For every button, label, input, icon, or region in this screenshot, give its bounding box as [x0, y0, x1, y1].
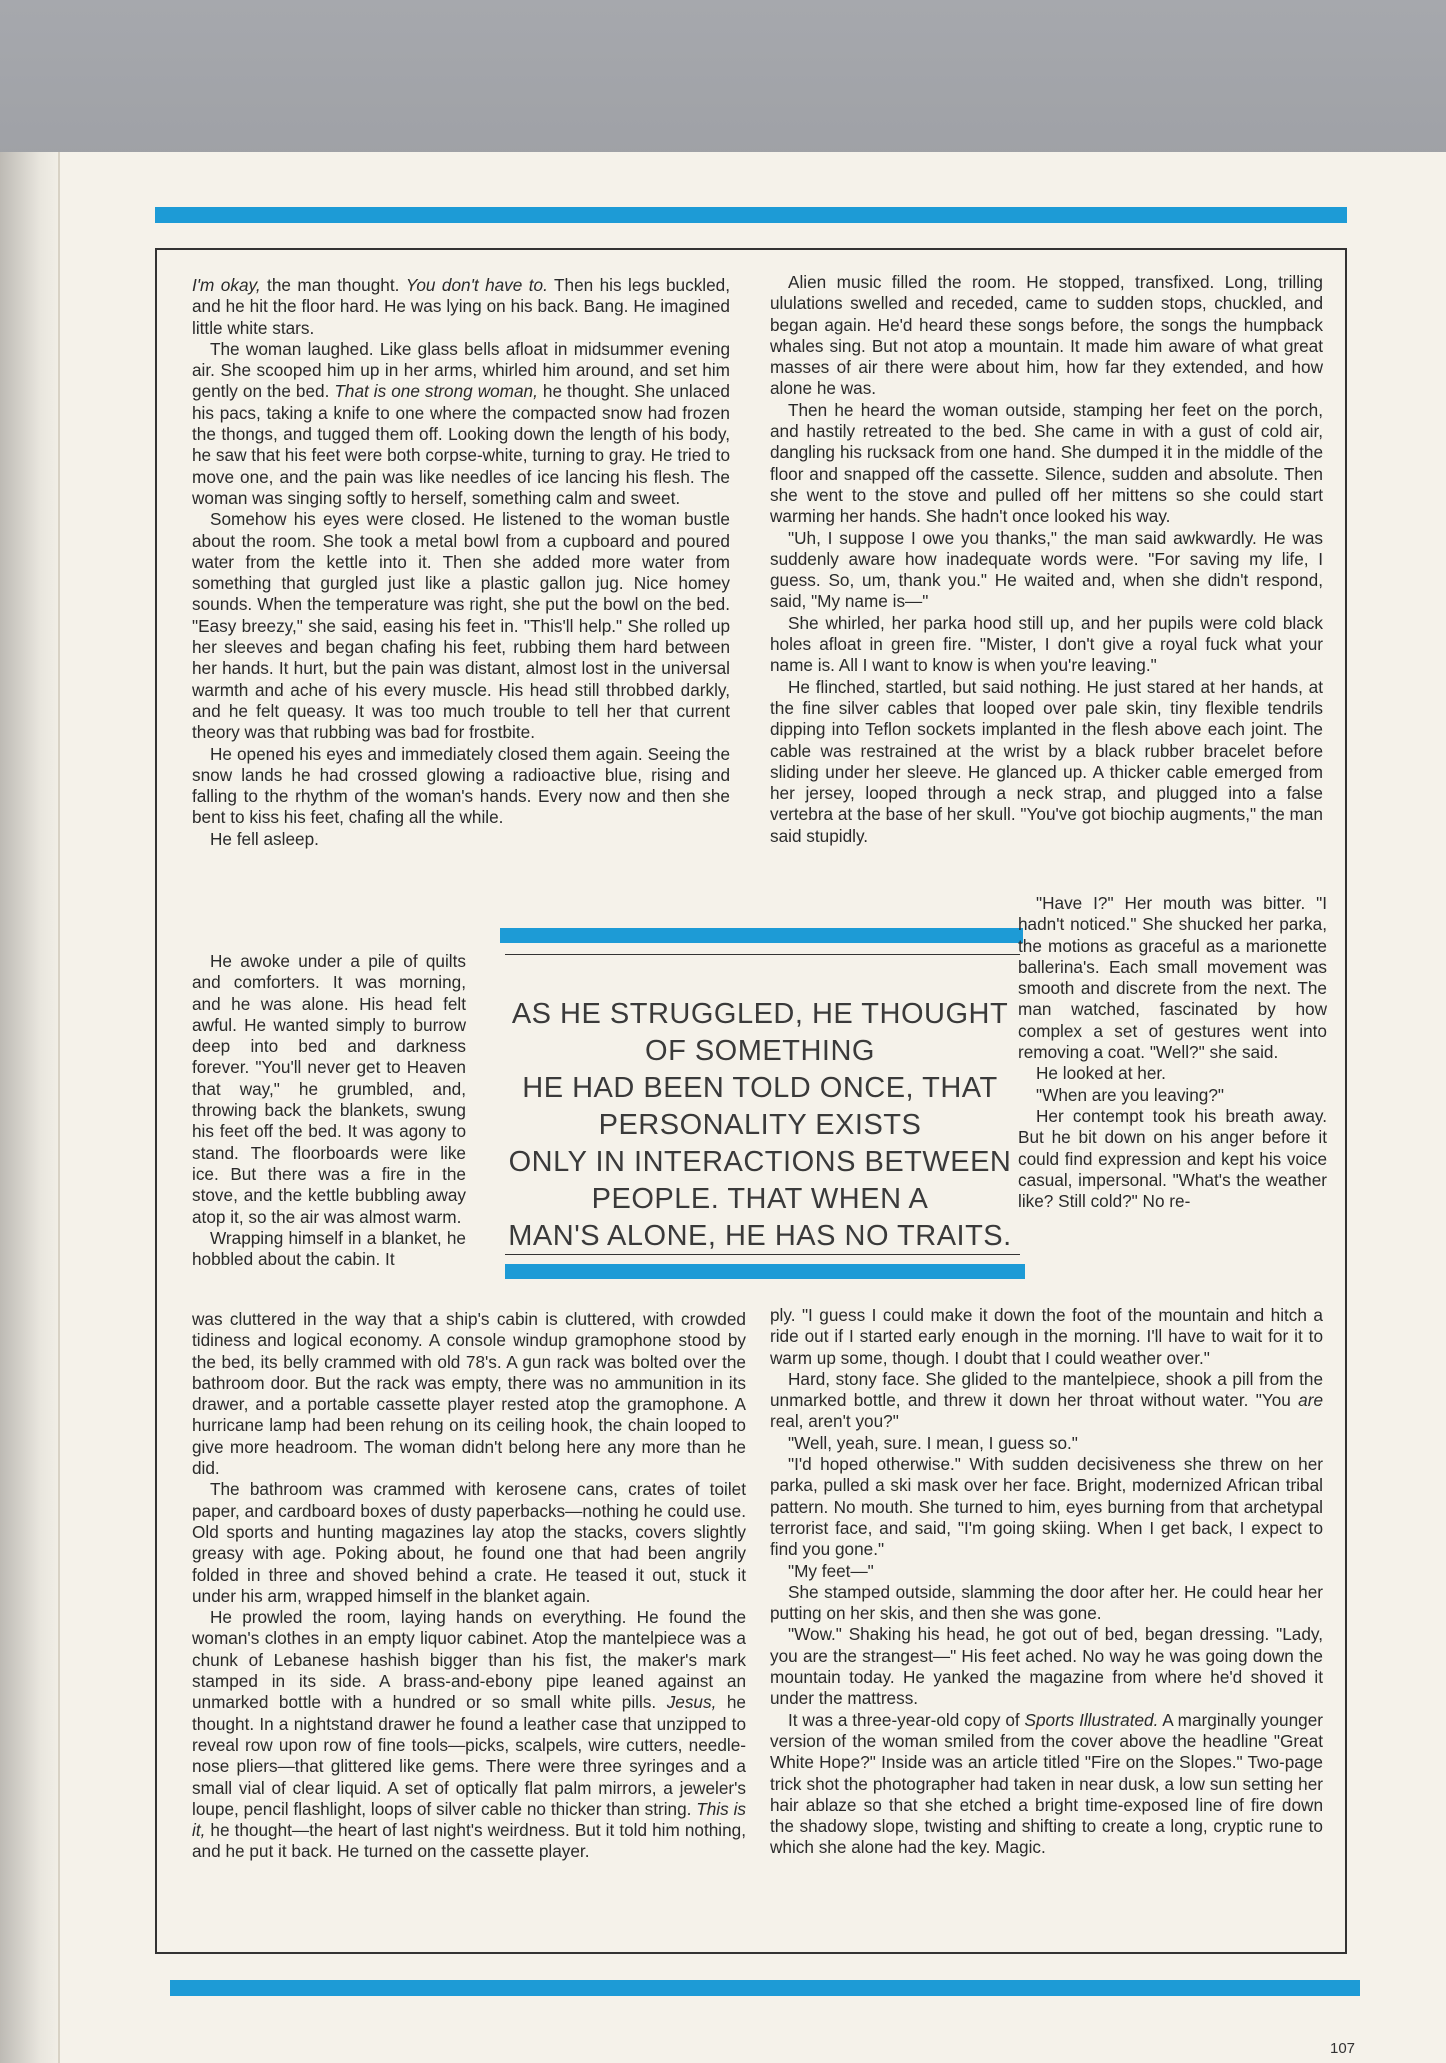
pull-quote-line: MAN'S ALONE, HE HAS NO TRAITS.	[508, 1220, 1012, 1252]
paragraph: "Have I?" Her mouth was bitter. "I hadn't noticed." She shucked her parka, the motions as graceful as a marionette ballerina's. Each small movement was smooth and discrete from the next. The man watched, fascinated by how complex a set of gestures went into removing a coat. "Well?" she said.	[1018, 893, 1327, 1063]
page-number: 107	[1330, 2040, 1356, 2057]
left-narrow-column	[192, 951, 466, 1270]
pull-quote-line: AS HE STRUGGLED, HE THOUGHT	[511, 998, 1009, 1030]
paragraph: He opened his eyes and immediately closed them again. Seeing the snow lands he had crossed glowing a radioactive blue, rising and falling to the rhythm of the woman's hands. Every now and then she bent to kiss his feet, chafing all the while.	[192, 743, 730, 828]
pull-quote-top-rule	[505, 954, 1020, 955]
paragraph: Somehow his eyes were closed. He listened to the woman bustle about the room. She took a metal bowl from a cupboard and poured water from the kettle into it. Then she added more water from something that gurgled just like a plastic gallon jug. Nice homey sounds. When the temperature was right, she put the bowl on the bed. "Easy breezy," she said, easing his feet in. "This'll help." She rolled up her sleeves and began chafing his feet, rubbing them hard between her hands. It hurt, but the pain was distant, almost lost in the universal warmth and ache of his every muscle. His head still throbbed darkly, and he felt queasy. It was too much trouble to tell her that current theory was that rubbing was bad for frostbite.	[192, 509, 730, 743]
paragraph: The woman laughed. Like glass bells afloat in midsummer evening air. She scooped him up in her arms, whirled him around, and set him gently on the bed. That is one strong woman, he thought. She unlaced his pacs, taking a knife to one where the compacted snow had frozen the thongs, and tugged them off. Looking down the length of his body, he saw that his feet were both corpse-white, turning to gray. He tried to move one, and the pain was like needles of ice lancing his flesh. The woman was singing softly to herself, something calm and sweet.	[192, 338, 730, 508]
paragraph: "Uh, I suppose I owe you thanks," the man said awkwardly. He was suddenly aware how inadequate words were. "For saving my life, I guess. So, um, thank you." He waited and, when she didn't respond, said, "My name is—"	[770, 527, 1323, 612]
paragraph: He fell asleep.	[210, 828, 319, 849]
top-accent-bar	[155, 207, 1347, 223]
page-gutter-edge	[0, 152, 58, 2063]
right-column-top	[770, 272, 1323, 847]
bottom-accent-bar	[170, 1980, 1360, 1996]
pull-quote-line: PERSONALITY EXISTS	[598, 1109, 922, 1141]
right-narrow-column	[1018, 893, 1327, 1212]
pull-quote-line: HE HAD BEEN TOLD ONCE, THAT	[522, 1072, 998, 1104]
pull-quote-line: OF SOMETHING	[645, 1035, 875, 1067]
paragraph: I'm okay, the man thought. You don't have to. Then his legs buckled, and he hit the floor hard. He was lying on his back. Bang. He imagined little white stars.	[192, 275, 731, 338]
pull-quote-line: ONLY IN INTERACTIONS BETWEEN	[508, 1146, 1012, 1178]
paragraph: "My feet—"	[788, 1560, 874, 1581]
pull-quote-bottom-bar	[505, 1264, 1025, 1279]
paragraph: was cluttered in the way that a ship's cabin is cluttered, with crowded tidiness and logical economy. A console windup gramophone stood by the bed, its belly crammed with old 78's. A gun rack was bolted over the bathroom door. But the rack was empty, there was no ammunition in its drawer, and a portable cassette player rested atop the gramophone. A hurricane lamp had been rehung on its ceiling hook, the chain looped to give more headroom. The woman didn't belong here any more than he did.	[192, 1309, 746, 1479]
paragraph: He flinched, startled, but said nothing. He just stared at her hands, at the fine silver cables that looped over pale skin, tiny flexible tendrils dipping into Teflon sockets implanted in the flesh above each joint. The cable was restrained at the wrist by a black rubber bracelet before sliding under her sleeve. He glanced up. A thicker cable emerged from her jersey, looped through a neck strap, and plugged into a false vertebra at the base of her skull. "You've got biochip augments," the man said stupidly.	[770, 676, 1323, 846]
pull-quote-bottom-rule	[505, 1254, 1020, 1255]
paragraph: He looked at her.	[1036, 1063, 1166, 1084]
paragraph: "Well, yeah, sure. I mean, I guess so."	[788, 1432, 1078, 1453]
pull-quote-line: PEOPLE. THAT WHEN A	[591, 1183, 929, 1215]
paragraph: She whirled, her parka hood still up, and her pupils were cold black holes afloat in green fire. "Mister, I don't give a royal fuck what your name is. All I want to know is when you're leaving."	[770, 612, 1323, 676]
paragraph: Wrapping himself in a blanket, he hobbled about the cabin. It	[192, 1227, 466, 1270]
paragraph: The bathroom was crammed with kerosene cans, crates of toilet paper, and cardboard boxes of dusty paperbacks—nothing he could use. Old sports and hunting magazines lay atop the stacks, covers slightly greasy with age. Poking about, he found one that had been angrily folded in three and shoved behind a crate. He teased it out, stuck it under his arm, wrapped himself in the blanket again.	[192, 1479, 746, 1606]
paragraph: Alien music filled the room. He stopped, transfixed. Long, trilling ululations swelled and receded, came to sudden stops, chuckled, and began again. He'd heard these songs before, the songs the humpback whales sing. But not atop a mountain. It made him aware of what great masses of air there were about him, how far they extended, and how alone he was.	[770, 272, 1323, 399]
paragraph: He awoke under a pile of quilts and comforters. It was morning, and he was alone. His head felt awful. He wanted simply to burrow deep into bed and darkness forever. "You'll never get to Heaven that way," he grumbled, and, throwing back the blankets, swung his feet off the bed. It was agony to stand. The floorboards were like ice. But there was a fire in the stove, and the kettle bubbling away atop it, so the air was almost warm.	[192, 951, 466, 1227]
paragraph: "I'd hoped otherwise." With sudden decisiveness she threw on her parka, pulled a ski mask over her face. Bright, modernized African tribal pattern. No mouth. She turned to him, eyes burning from that archetypal terrorist face, and said, "I'm going skiing. When I get back, I expect to find you gone."	[770, 1454, 1323, 1560]
scanner-background	[0, 0, 1446, 160]
paragraph: He prowled the room, laying hands on everything. He found the woman's clothes in an empty liquor cabinet. Atop the mantelpiece was a chunk of Lebanese hashish bigger than his fist, the maker's mark stamped in its side. A brass-and-ebony pipe leaned against an unmarked bottle with a hundred or so small white pills. Jesus, he thought. In a nightstand drawer he found a leather case that unzipped to reveal row upon row of fine tools—picks, scalpels, wire cutters, needle-nose pliers—that glittered like gems. There were three syringes and a small vial of clear liquid. A set of optically flat palm mirrors, a jeweler's loupe, pencil flashlight, loops of silver cable no thicker than string. This is it, he thought—the heart of last night's weirdness. But it told him nothing, and he put it back. He turned on the cassette player.	[192, 1607, 746, 1862]
pull-quote-top-bar	[500, 928, 1023, 943]
paragraph: It was a three-year-old copy of Sports Illustrated. A marginally younger version of the woman smiled from the cover above the headline "Great White Hope?" Inside was an article titled "Fire on the Slopes." Two-page trick shot the photographer had taken in near dusk, a low sun setting her hair ablaze so that she etched a bright time-exposed line of fire down the shadowy slope, twisting and shifting to create a long, cryptic rune to which she alone had the key. Magic.	[770, 1709, 1323, 1858]
paragraph: Hard, stony face. She glided to the mantelpiece, shook a pill from the unmarked bottle, and threw it down her throat without water. "You are real, aren't you?"	[770, 1368, 1323, 1432]
paragraph: "Wow." Shaking his head, he got out of bed, began dressing. "Lady, you are the strangest—" His feet ached. No way he was going down the mountain today. He yanked the magazine from where he'd shoved it under the mattress.	[770, 1624, 1323, 1709]
paragraph: Her contempt took his breath away. But he bit down on his anger before it could find expression and kept his voice casual, impersonal. "What's the weather like? Still cold?" No re-	[1018, 1105, 1327, 1212]
paragraph: "When are you leaving?"	[1036, 1084, 1225, 1105]
paragraph: She stamped outside, slamming the door after her. He could hear her putting on her skis, and then she was gone.	[770, 1581, 1323, 1624]
paragraph: Then he heard the woman outside, stamping her feet on the porch, and hastily retreated to the bed. She came in with a gust of cold air, dangling his rucksack from one hand. She dumped it in the middle of the floor and snapped off the cassette. Silence, sudden and absolute. Then she went to the stove and pulled off her mittens so she could start warming her hands. She hadn't once looked his way.	[770, 399, 1323, 527]
paragraph: ply. "I guess I could make it down the foot of the mountain and hitch a ride out if I started early enough in the morning. I'll have to wait for it to warm up some, though. I doubt that I could weather over."	[770, 1305, 1323, 1368]
right-column-bottom	[770, 1305, 1323, 1859]
left-column-bottom	[192, 1309, 746, 1863]
left-column-top	[192, 275, 730, 850]
pull-quote	[480, 996, 1040, 1255]
